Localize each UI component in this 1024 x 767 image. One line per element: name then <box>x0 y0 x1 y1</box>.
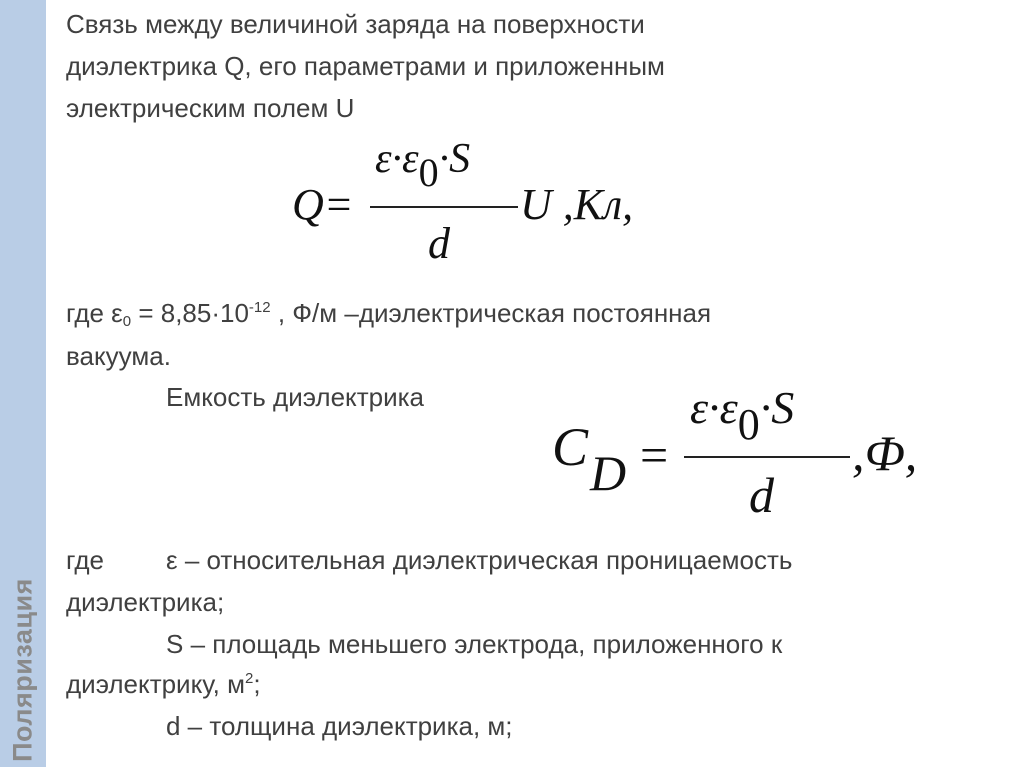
intro-line-2: диэлектрика Q, его параметрами и приложенным <box>66 51 665 81</box>
formula-q-numerator: ε·ε0·S <box>375 136 471 195</box>
sidebar <box>0 0 46 767</box>
formula-q-fraction-bar <box>370 206 518 208</box>
formula-c-lhs: C <box>552 417 589 477</box>
formula-c-numerator: ε·ε0·S <box>690 382 795 449</box>
epsilon0-note: где $\varepsilon_0 = 8,85\cdot 10^{-12}$ , Ф/м –диэлектрическая постоянная <box>66 298 712 330</box>
definition-epsilon-line-1: ε – относительная диэлектрическая проницаемость <box>166 545 793 575</box>
capacity-heading: Емкость диэлектрика <box>166 382 425 412</box>
epsilon0-note-line-2: вакуума. <box>66 341 171 371</box>
formula-c-tail: ,Ф, <box>852 425 918 481</box>
definition-d-line: d – толщина диэлектрика, м; <box>166 711 513 741</box>
formula-c-lhs-sub: D <box>590 445 627 501</box>
formula-c-equals: = <box>640 427 669 483</box>
formula-c-denominator: d <box>749 467 774 523</box>
intro-line-1: Связь между величиной заряда на поверхности <box>66 9 645 39</box>
definition-s-line-2: диэлектрику, $м^2$; <box>66 669 261 699</box>
intro-line-3: электрическим полем U <box>66 93 355 123</box>
definition-s-line-1: S – площадь меньшего электрода, приложенного к <box>166 629 783 659</box>
sidebar-title: Поляризация <box>7 578 38 762</box>
formula-q-lhs: Q= <box>292 180 354 229</box>
formula-c-fraction-bar <box>684 456 850 458</box>
definition-epsilon-line-2: диэлектрика; <box>66 587 225 617</box>
formula-q-tail: U ,Кл, <box>520 180 634 229</box>
formula-q-denominator: d <box>428 219 450 268</box>
definitions-where: где <box>66 545 104 575</box>
